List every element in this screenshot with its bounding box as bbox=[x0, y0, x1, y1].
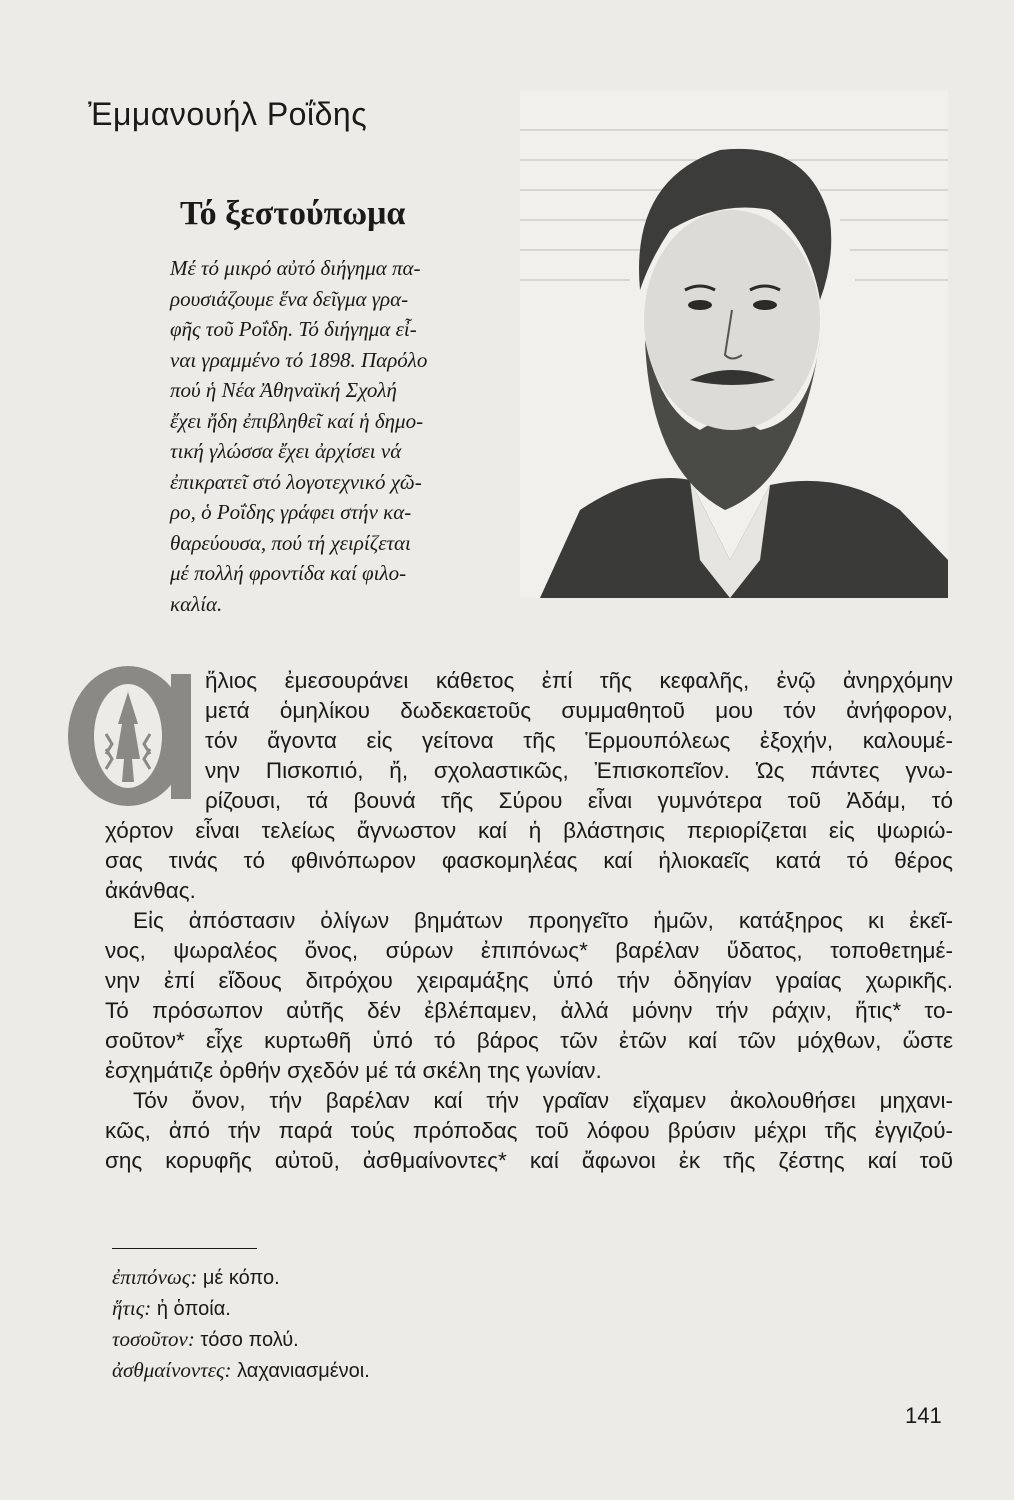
intro-line: ρο, ὁ Ροΐδης γράφει στήν κα- bbox=[170, 500, 412, 524]
footnote-term: ἥτις: bbox=[112, 1296, 152, 1320]
intro-line: ναι γραμμένο τό 1898. Παρόλο bbox=[170, 347, 428, 372]
footnote-definition: τόσο πολύ. bbox=[200, 1329, 299, 1351]
intro-line: ἔχει ἤδη ἐπιβληθεῖ καί ἡ δημο- bbox=[170, 408, 424, 433]
body-line: σοῦτον* εἶχε κυρτωθῆ ὑπό τό βάρος τῶν ἐτῶν καί τῶν μόχθων, ὥστε bbox=[105, 1028, 953, 1053]
body-line: Τό πρόσωπον αὐτῆς δέν ἐβλέπαμεν, ἀλλά μόνην τήν ράχιν, ἥτις* το- bbox=[105, 998, 953, 1023]
intro-line: Μέ τό μικρό αὐτό διήγημα πα- bbox=[170, 256, 421, 280]
footnote-definition: μέ κόπο. bbox=[202, 1267, 280, 1289]
body-line: σης κορυφῆς αὐτοῦ, ἀσθμαίνοντες* καί ἄφωνοι ἐκ τῆς ζέστης καί τοῦ bbox=[105, 1148, 953, 1173]
footnote bbox=[112, 1262, 370, 1293]
body-line: κῶς, ἀπό τήν παρά τούς πρόποδας τοῦ λόφου βρύσιν μέχρι τῆς ἐγγιζού- bbox=[105, 1118, 953, 1143]
body-line: τόν ἄγοντα εἰς γείτονα τῆς Ἑρμουπόλεως ἐξοχήν, καλουμέ- bbox=[205, 728, 953, 753]
body-line: νην ἐπί εἴδους διτρόχου χειραμάξης ὑπό τήν ὁδηγίαν γραίας χωρικῆς. bbox=[105, 968, 953, 993]
intro-note bbox=[170, 253, 500, 619]
intro-line: φῆς τοῦ Ροΐδη. Τό διήγημα εἶ- bbox=[170, 317, 417, 341]
intro-line: ρουσιάζουμε ἕνα δεῖγμα γρα- bbox=[170, 286, 409, 311]
body-line: νην Πισκοπιό, ἤ, σχολαστικῶς, Ἐπισκοπεῖον. Ὡς πάντες γνω- bbox=[205, 758, 953, 783]
author-name: Ἐμμανουήλ Ροΐδης bbox=[88, 96, 368, 132]
footnote bbox=[112, 1324, 370, 1355]
footnote-term: ἀσθμαίνοντες: bbox=[112, 1358, 232, 1382]
body-line: Εἰς ἀπόστασιν ὀλίγων βημάτων προηγεῖτο ἡμῶν, κατάξηρος κι ἐκεῖ- bbox=[133, 908, 953, 933]
author-portrait bbox=[520, 90, 948, 598]
body-line: ἀκάνθας. bbox=[105, 878, 196, 903]
footnote-term: ἐπιπόνως: bbox=[112, 1265, 198, 1289]
intro-line: πού ἡ Νέα Ἀθηναϊκή Σχολή bbox=[170, 378, 397, 402]
story-title: Τό ξεστούπωμα bbox=[180, 195, 406, 232]
footnote-definition: λαχανιασμένοι. bbox=[237, 1360, 370, 1382]
footnote bbox=[112, 1355, 370, 1386]
portrait-engraving bbox=[520, 90, 948, 598]
intro-line: καλία. bbox=[170, 591, 223, 616]
body-line: Τόν ὄνον, τήν βαρέλαν καί τήν γραῖαν εἴχαμεν ἀκολουθήσει μηχανι- bbox=[133, 1088, 953, 1113]
intro-line: τική γλώσσα ἔχει ἀρχίσει νά bbox=[170, 439, 402, 463]
footnote-divider bbox=[112, 1248, 257, 1249]
body-line: νος, ψωραλέος ὄνος, σύρων ἐπιπόνως* βαρέλαν ὕδατος, τοποθετημέ- bbox=[105, 938, 953, 963]
footnote-definition: ἡ ὁποία. bbox=[156, 1298, 231, 1320]
page-number: 141 bbox=[905, 1403, 942, 1428]
body-line: σας τινάς τό φθινόπωρον φασκομηλέας καί ἡλιοκαεῖς κατά τό θέρος bbox=[105, 848, 953, 873]
intro-line: θαρεύουσα, πού τή χειρίζεται bbox=[170, 530, 411, 555]
story-body bbox=[105, 666, 953, 1176]
body-line: χόρτον εἶναι τελείως ἄγνωστον καί ἡ βλάστησις περιορίζεται εἰς ψωριώ- bbox=[105, 818, 953, 843]
body-line: ἥλιος ἐμεσουράνει κάθετος ἐπί τῆς κεφαλῆς, ἐνῷ ἀνηρχόμην bbox=[205, 668, 953, 693]
intro-line: μέ πολλή φροντίδα καί φιλο- bbox=[170, 561, 407, 585]
footnotes bbox=[112, 1262, 370, 1386]
footnote-term: τοσοῦτον: bbox=[112, 1327, 195, 1351]
body-line: μετά ὁμηλίκου δωδεκαετοῦς συμμαθητοῦ μου τόν ἀνήφορον, bbox=[205, 698, 953, 723]
intro-line: ἐπικρατεῖ στό λογοτεχνικό χῶ- bbox=[170, 469, 422, 494]
body-line: ἐσχημάτιζε ὀρθήν σχεδόν μέ τά σκέλη της γωνίαν. bbox=[105, 1058, 602, 1083]
body-line: ρίζουσι, τά βουνά τῆς Σύρου εἶναι γυμνότερα τοῦ Ἀδάμ, τό bbox=[205, 788, 953, 813]
footnote bbox=[112, 1293, 370, 1324]
